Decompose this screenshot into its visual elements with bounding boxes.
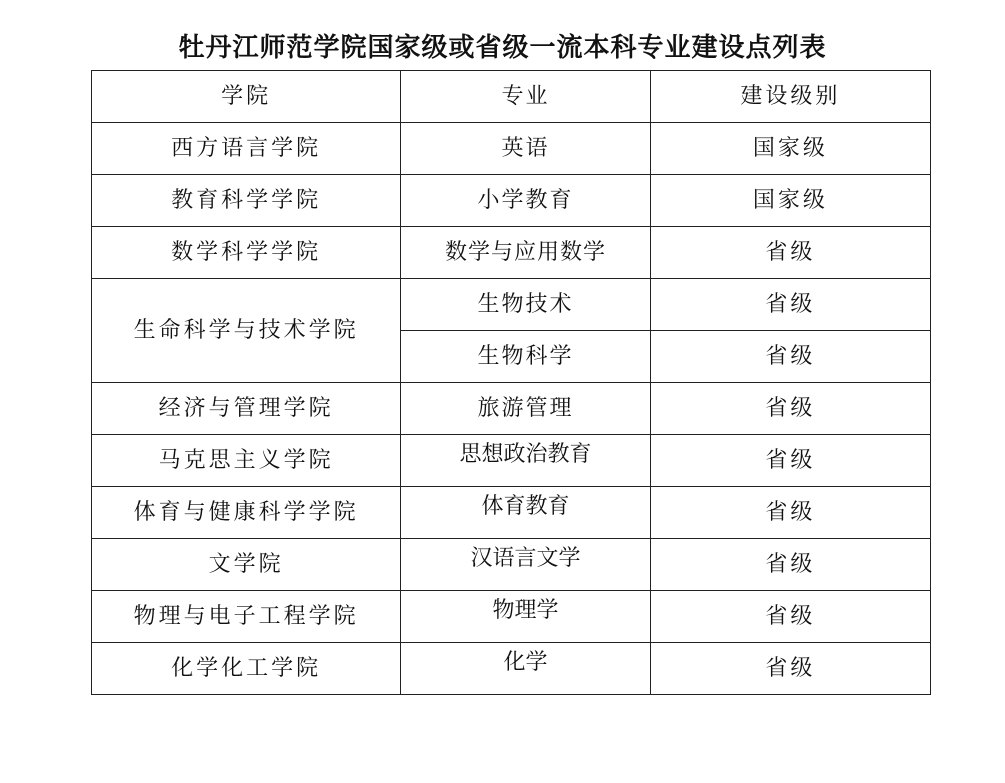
- level-cell: 省级: [650, 539, 930, 591]
- table-row: [92, 539, 931, 591]
- major-table: [91, 70, 931, 695]
- table-row: [92, 383, 931, 435]
- level-cell: 省级: [650, 227, 930, 279]
- level-cell: 省级: [650, 331, 930, 383]
- table-row: [92, 123, 931, 175]
- table-row: [92, 591, 931, 643]
- table-row: [92, 435, 931, 487]
- page-title: 牡丹江师范学院国家级或省级一流本科专业建设点列表: [178, 33, 827, 63]
- college-cell: 教育科学学院: [92, 175, 401, 227]
- college-cell: 物理与电子工程学院: [92, 591, 401, 643]
- level-cell: 省级: [650, 279, 930, 331]
- college-cell: 文学院: [92, 539, 401, 591]
- college-cell: 经济与管理学院: [92, 383, 401, 435]
- level-cell: 省级: [650, 643, 930, 695]
- level-cell: 省级: [650, 591, 930, 643]
- major-cell: 数学与应用数学: [401, 227, 650, 279]
- college-cell-merged: 生命科学与技术学院: [92, 279, 401, 383]
- table-row: [92, 643, 931, 695]
- major-cell: 英语: [401, 123, 650, 175]
- column-header-level: 建设级别: [650, 71, 930, 123]
- table-header-row: [92, 71, 931, 123]
- college-cell: 体育与健康科学学院: [92, 487, 401, 539]
- table-row: [92, 487, 931, 539]
- major-text: 体育教育: [481, 493, 570, 519]
- major-text: 物理学: [492, 597, 559, 623]
- college-cell: 数学科学学院: [92, 227, 401, 279]
- major-cell: 生物科学: [401, 331, 650, 383]
- level-cell: 国家级: [650, 175, 930, 227]
- college-cell: 西方语言学院: [92, 123, 401, 175]
- level-cell: 省级: [650, 435, 930, 487]
- major-text: 化学: [503, 649, 548, 675]
- major-cell: 生物技术: [401, 279, 650, 331]
- column-header-major: 专业: [401, 71, 650, 123]
- major-cell: [401, 643, 650, 695]
- major-cell: [401, 539, 650, 591]
- major-cell: [401, 487, 650, 539]
- table-row: [92, 175, 931, 227]
- table-row: [92, 279, 931, 331]
- major-text: 思想政治教育: [459, 441, 592, 467]
- level-cell: 国家级: [650, 123, 930, 175]
- level-cell: 省级: [650, 487, 930, 539]
- major-cell: 旅游管理: [401, 383, 650, 435]
- level-cell: 省级: [650, 383, 930, 435]
- major-cell: [401, 591, 650, 643]
- column-header-college: 学院: [92, 71, 401, 123]
- table-row: [92, 227, 931, 279]
- major-cell: 小学教育: [401, 175, 650, 227]
- college-cell: 化学化工学院: [92, 643, 401, 695]
- major-cell: [401, 435, 650, 487]
- college-cell: 马克思主义学院: [92, 435, 401, 487]
- major-text: 汉语言文学: [470, 545, 581, 571]
